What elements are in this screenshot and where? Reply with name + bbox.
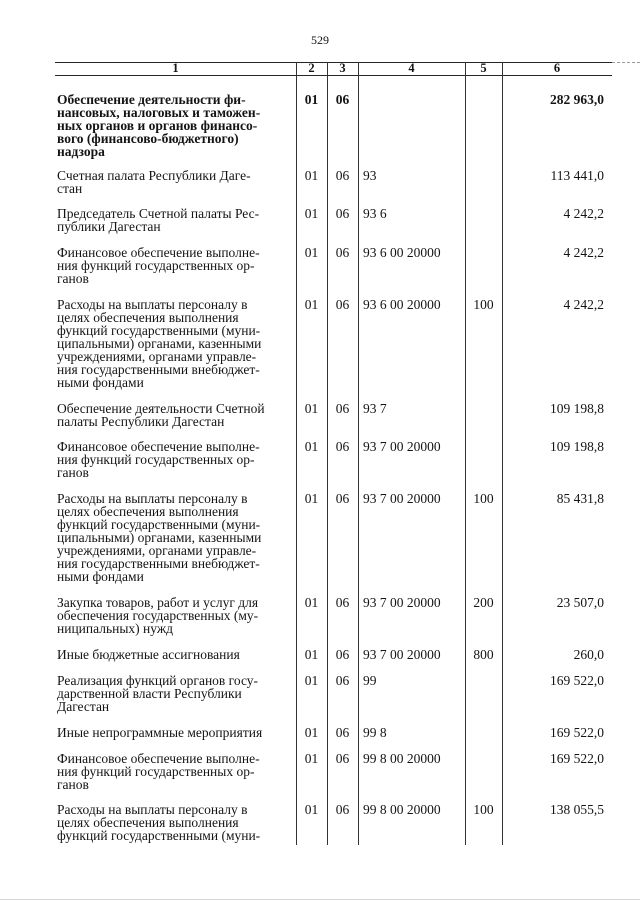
table-row (0, 92, 640, 159)
cell-amount: 109 198,8 (550, 439, 604, 454)
table-row (0, 751, 640, 792)
header-cell-6: 6 (553, 61, 561, 75)
cell-target-article: 93 6 (363, 206, 387, 221)
cell-amount: 113 441,0 (550, 168, 604, 183)
cell-target-article: 99 8 00 20000 (363, 751, 441, 766)
cell-amount: 282 963,0 (550, 92, 604, 107)
cell-description: Расходы на выплаты персоналу в целях обеспечения выполнения функций государственными (муни- ципальными) органами, казенными учреждениями, органами управле- ния государственными внебюджет- ными фондами (57, 491, 262, 584)
cell-description: Иные бюджетные ассигнования (57, 647, 240, 662)
cell-target-article: 99 (363, 673, 377, 688)
cell-amount: 260,0 (573, 647, 604, 662)
cell-target-article: 93 7 00 20000 (363, 491, 441, 506)
cell-description: Финансовое обеспечение выполне- ния функций государственных ор- ганов (57, 751, 260, 792)
cell-subsection: 06 (335, 751, 350, 766)
cell-description: Расходы на выплаты персоналу в целях обеспечения выполнения функций государственными (муни- ципальными) органами, казенными учреждениями, органами управле- ния государственными внебюджет- ными фондами (57, 297, 262, 390)
cell-amount: 138 055,5 (550, 802, 604, 817)
cell-target-article: 93 7 (363, 401, 387, 416)
column-divider (358, 62, 359, 845)
cell-description: Иные непрограммные мероприятия (57, 725, 263, 740)
table-row (0, 673, 640, 714)
cell-target-article: 93 7 00 20000 (363, 647, 441, 662)
cell-amount: 4 242,2 (563, 245, 604, 260)
header-cell-2: 2 (308, 61, 315, 75)
cell-section: 01 (304, 673, 319, 688)
cell-amount: 4 242,2 (563, 297, 604, 312)
cell-description: Обеспечение деятельности Счетной палаты Республики Дагестан (57, 401, 265, 429)
cell-amount: 169 522,0 (550, 751, 604, 766)
cell-description: Финансовое обеспечение выполне- ния функций государственных ор- ганов (57, 439, 260, 480)
table-row (0, 647, 640, 662)
cell-expense-type: 200 (473, 595, 494, 610)
cell-amount: 109 198,8 (550, 401, 604, 416)
cell-target-article: 93 7 00 20000 (363, 439, 441, 454)
cell-target-article: 93 6 00 20000 (363, 245, 441, 260)
table-row (0, 245, 640, 286)
cell-subsection: 06 (335, 206, 350, 221)
header-bottom-rule (55, 75, 612, 76)
page-number: 529 (311, 33, 329, 47)
cell-subsection: 06 (335, 647, 350, 662)
header-cell-3: 3 (339, 61, 346, 75)
table-row (0, 297, 640, 390)
cell-target-article: 93 6 00 20000 (363, 297, 441, 312)
cell-section: 01 (304, 439, 319, 454)
cell-section: 01 (304, 245, 319, 260)
table-row (0, 439, 640, 480)
table-row (0, 491, 640, 584)
table-row (0, 802, 640, 843)
cell-expense-type: 100 (473, 491, 494, 506)
cell-expense-type: 100 (473, 802, 494, 817)
header-cell-1: 1 (172, 61, 179, 75)
cell-description: Реализация функций органов госу- дарственной власти Республики Дагестан (57, 673, 259, 714)
cell-target-article: 99 8 00 20000 (363, 802, 441, 817)
column-divider (465, 62, 466, 845)
cell-description: Финансовое обеспечение выполне- ния функций государственных ор- ганов (57, 245, 260, 286)
cell-section: 01 (304, 647, 319, 662)
cell-subsection: 06 (335, 491, 350, 506)
cell-description: Счетная палата Республики Даге- стан (57, 168, 251, 196)
cell-description: Расходы на выплаты персоналу в целях обеспечения выполнения функций государственными (муни- (57, 802, 261, 843)
table-row (0, 401, 640, 429)
cell-subsection: 06 (335, 673, 350, 688)
cell-subsection: 06 (335, 439, 350, 454)
cell-section: 01 (304, 595, 319, 610)
cell-amount: 4 242,2 (563, 206, 604, 221)
cell-subsection: 06 (335, 297, 350, 312)
cell-section: 01 (304, 725, 319, 740)
cell-section: 01 (304, 491, 319, 506)
cell-section: 01 (304, 751, 319, 766)
cell-expense-type: 800 (473, 647, 494, 662)
cell-description: Обеспечение деятельности фи- нансовых, налоговых и таможен- ных органов и органов финансо- вого (финансово-бюджетного) надзора (57, 92, 261, 159)
cell-amount: 169 522,0 (550, 673, 604, 688)
cell-description: Закупка товаров, работ и услуг для обеспечения государственных (му- ниципальных) нужд (57, 595, 259, 636)
cell-section: 01 (304, 206, 319, 221)
cell-section: 01 (304, 401, 319, 416)
cell-section: 01 (304, 92, 319, 107)
table-row (0, 595, 640, 636)
cell-subsection: 06 (335, 725, 350, 740)
table-row (0, 168, 640, 196)
cell-subsection: 06 (335, 595, 350, 610)
table-row (0, 206, 640, 234)
cell-amount: 169 522,0 (550, 725, 604, 740)
cell-target-article: 93 (363, 168, 377, 183)
header-cell-4: 4 (408, 61, 415, 75)
cell-target-article: 93 7 00 20000 (363, 595, 441, 610)
cell-amount: 23 507,0 (556, 595, 604, 610)
cell-section: 01 (304, 297, 319, 312)
cell-section: 01 (304, 168, 319, 183)
cell-subsection: 06 (335, 245, 350, 260)
cell-amount: 85 431,8 (556, 491, 604, 506)
table-row (0, 725, 640, 740)
cell-section: 01 (304, 802, 319, 817)
cell-subsection: 06 (335, 802, 350, 817)
header-cell-5: 5 (480, 61, 487, 75)
cell-description: Председатель Счетной палаты Рес- публики Дагестан (57, 206, 260, 234)
cell-subsection: 06 (335, 401, 350, 416)
cell-expense-type: 100 (473, 297, 494, 312)
scan-edge-line (0, 899, 640, 900)
cell-subsection: 06 (335, 168, 350, 183)
cell-subsection: 06 (335, 92, 350, 107)
scan-artifact-line (612, 62, 640, 63)
cell-target-article: 99 8 (363, 725, 387, 740)
